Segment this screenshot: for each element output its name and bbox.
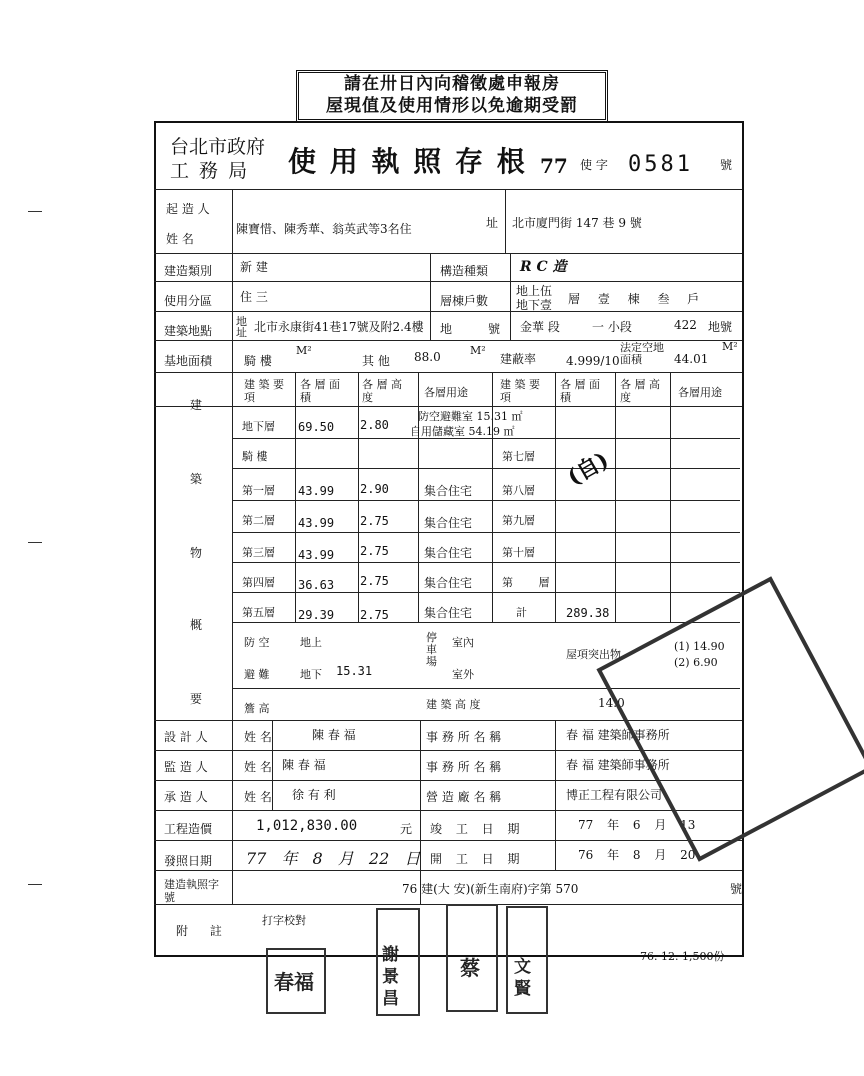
floor-area: 43.99: [298, 516, 335, 530]
designer-firm: 春 福 建築師事務所: [566, 728, 670, 742]
col-line: [430, 253, 431, 340]
floors-label: 層棟戶數: [440, 294, 489, 308]
zone-value: 住 三: [240, 290, 268, 304]
row-line: [154, 810, 742, 811]
col-line: [555, 720, 556, 870]
designer-name-label: 姓 名: [244, 730, 272, 744]
remarks-proofread: 打字校對: [262, 914, 306, 927]
structure-value: R C 造: [520, 259, 567, 275]
floor-area: 29.39: [298, 608, 335, 622]
floor-label: 第一層: [242, 484, 275, 497]
grid-line: [232, 592, 740, 593]
roof-label: 屋項突出物: [566, 648, 621, 661]
other-label: 其 他: [362, 354, 390, 368]
col-line: [272, 720, 273, 810]
defense-below: 地下: [300, 668, 322, 681]
permit-type: 使 字: [580, 158, 608, 172]
col-line: [510, 253, 511, 340]
open-unit: M²: [722, 340, 738, 353]
floor-label: 第十層: [502, 546, 535, 559]
defense-label: 防 空: [244, 636, 270, 649]
site-section: 金華 段: [520, 320, 560, 334]
floor-area: 36.63: [298, 578, 335, 592]
supervisor-name-label: 姓 名: [244, 760, 272, 774]
col-line: [358, 372, 359, 622]
contractor-name-label: 姓 名: [244, 790, 272, 804]
floor-use: 集合住宅: [424, 606, 473, 620]
arcade-label: 騎 樓: [244, 354, 272, 368]
side-label: 要: [190, 692, 203, 706]
margin-tick: [28, 542, 42, 543]
permit-year: 77: [540, 154, 568, 178]
evac-label: 避 難: [244, 668, 270, 681]
col-line: [295, 372, 296, 622]
floor-label: 地下層: [242, 420, 275, 433]
site-addr-label: 地址: [236, 315, 247, 339]
org-name-line-1: 台北市政府: [170, 136, 266, 158]
designer-role: 設 計 人: [164, 730, 208, 744]
side-label: 築: [190, 472, 203, 486]
cost-value: 1,012,830.00: [256, 818, 358, 834]
open-value: 44.01: [674, 352, 709, 366]
row-line: [154, 780, 742, 781]
designer-firm-label: 事 務 所 名 稱: [426, 730, 502, 744]
notice-line-1: 請在卅日內向稽徵處申報房: [344, 74, 560, 94]
cost-label: 工程造價: [164, 822, 213, 836]
arcade-unit: M²: [296, 344, 312, 357]
col-header-4: 各層用途: [424, 386, 468, 399]
col-header-2: 各 層 面 積: [300, 378, 340, 404]
row-line: [154, 189, 742, 190]
row-line: [154, 281, 742, 282]
handwritten-mark: (自): [563, 446, 614, 491]
floors-below: 地下壹: [516, 298, 553, 312]
col-line: [615, 372, 616, 622]
site-lot-label-1: 地: [440, 322, 453, 336]
designer-name: 陳 春 福: [312, 728, 356, 742]
col-line: [555, 372, 556, 622]
floor-area: 43.99: [298, 484, 335, 498]
start-date: 76 年 8 月 20: [578, 848, 696, 862]
roof-value-2: (2) 6.90: [674, 656, 718, 669]
coverage-value: 4.999/10: [566, 354, 620, 368]
side-label: 概: [190, 618, 203, 632]
floor-use-2: 自用儲藏室 54.19 ㎡: [410, 425, 515, 438]
total-label: 計: [516, 606, 527, 619]
row-line: [154, 840, 742, 841]
start-date-label: 開 工 日 期: [430, 852, 520, 866]
other-unit: M²: [470, 344, 486, 357]
notice-box: [296, 70, 608, 122]
building-height-label: 建 築 高 度: [426, 698, 481, 711]
site-address: 北市永康街41巷17號及附2.4樓: [254, 320, 424, 334]
defense-above: 地上: [300, 636, 322, 649]
floor-label: 第七層: [502, 450, 535, 463]
grid-line: [232, 622, 740, 623]
coverage-label: 建蔽率: [500, 352, 537, 366]
row-line: [154, 870, 742, 871]
seal-stamp: 春福: [266, 948, 326, 1014]
form-title: 使 用 執 照 存 根: [288, 145, 527, 178]
floor-label: 第八層: [502, 484, 535, 497]
col-header-5: 建 築 要 項: [500, 378, 540, 404]
builder-names: 陳寶惜、陳秀華、翁英武等3名住: [236, 222, 412, 236]
total-area: 289.38: [566, 606, 610, 620]
done-date: 77 年 6 月 13: [578, 818, 696, 832]
floor-use: 防空避難室 15.31 ㎡: [418, 410, 523, 423]
side-label: 物: [190, 546, 203, 560]
permit-suffix: 號: [730, 882, 743, 896]
supervisor-role: 監 造 人: [164, 760, 208, 774]
parking-outdoor: 室外: [452, 668, 474, 681]
margin-tick: [28, 211, 42, 212]
floor-label: 第 層: [502, 576, 550, 589]
defense-below-value: 15.31: [336, 664, 373, 678]
floor-height: 2.75: [360, 574, 389, 588]
site-label: 建築地點: [164, 324, 213, 338]
row-line: [154, 311, 742, 312]
done-date-label: 竣 工 日 期: [430, 822, 520, 836]
type-label: 建造類別: [164, 264, 213, 278]
floor-use: 集合住宅: [424, 484, 473, 498]
col-line: [505, 189, 506, 253]
floor-height: 2.90: [360, 482, 389, 496]
floor-use: 集合住宅: [424, 576, 473, 590]
footer-print-info: 76. 12. 1,500份: [640, 950, 725, 963]
remarks-label: 附 註: [176, 924, 222, 938]
col-header-8: 各層用途: [678, 386, 722, 399]
permit-number: 0581: [628, 152, 693, 177]
notice-line-2: 屋現值及使用情形以免逾期受罰: [326, 96, 578, 116]
floor-height: 2.80: [360, 418, 389, 432]
seal-stamp: 謝景昌: [376, 908, 420, 1016]
supervisor-firm-label: 事 務 所 名 稱: [426, 760, 502, 774]
issue-date-label: 發照日期: [164, 854, 213, 868]
floor-height: 2.75: [360, 544, 389, 558]
contractor-firm: 博正工程有限公司: [566, 788, 663, 802]
contractor-firm-label: 營 造 廠 名 稱: [426, 790, 502, 804]
floor-label: 第三層: [242, 546, 275, 559]
open-label: 法定空地面積: [620, 341, 664, 366]
site-lot-suffix: 地號: [708, 320, 733, 334]
seal-stamp: 蔡: [446, 904, 498, 1012]
supervisor-firm: 春 福 建築師事務所: [566, 758, 670, 772]
row-line: [154, 406, 742, 407]
col-line: [420, 720, 421, 904]
floor-label: 第九層: [502, 514, 535, 527]
site-lot: 422: [674, 318, 697, 332]
margin-tick: [28, 884, 42, 885]
builder-label: 起 造 人: [166, 202, 210, 216]
building-height-value: 14.0: [598, 696, 625, 710]
col-line: [232, 189, 233, 904]
permit-number-suffix: 號: [720, 158, 733, 172]
structure-label: 構造種類: [440, 264, 489, 278]
floor-height: 2.75: [360, 514, 389, 528]
floor-label: 第五層: [242, 606, 275, 619]
type-value: 新 建: [240, 260, 268, 274]
eave-height-label: 簷 高: [244, 702, 270, 715]
col-header-1: 建 築 要 項: [244, 378, 284, 404]
grid-line: [232, 468, 740, 469]
issue-date: 77 年 8 月 22 日: [246, 849, 421, 868]
site-subsection: 一 小段: [592, 320, 632, 334]
side-label: 建: [190, 398, 203, 412]
builder-name-label: 姓 名: [166, 232, 194, 246]
floor-use: 集合住宅: [424, 516, 473, 530]
col-line: [670, 372, 671, 622]
parking-label: 停車場: [426, 631, 437, 668]
zone-label: 使用分區: [164, 294, 213, 308]
roof-value-1: (1) 14.90: [674, 640, 725, 653]
site-lot-label-2: 號: [488, 322, 501, 336]
col-header-6: 各 層 面 積: [560, 378, 600, 404]
floor-area: 43.99: [298, 548, 335, 562]
permit-value: 76 建(大 安)(新生南府)字第 570: [402, 882, 579, 896]
area-label: 基地面積: [164, 354, 213, 368]
builder-address-label: 址: [486, 216, 499, 230]
floor-label: 第四層: [242, 576, 275, 589]
floor-label: 第二層: [242, 514, 275, 527]
grid-line: [232, 562, 740, 563]
floors-above: 地上伍: [516, 284, 553, 298]
seal-stamp: 文賢: [506, 906, 548, 1014]
supervisor-name: 陳 春 福: [282, 758, 326, 772]
floors-rest: 層 壹 棟 叁 戶: [568, 292, 700, 306]
contractor-name: 徐 有 利: [292, 788, 336, 802]
grid-line: [232, 500, 740, 501]
floor-label: 騎 樓: [242, 450, 268, 463]
row-line: [154, 372, 742, 373]
floor-use: 集合住宅: [424, 546, 473, 560]
org-name-line-2: 工 務 局: [170, 160, 250, 182]
col-header-7: 各 層 高 度: [620, 378, 660, 404]
grid-line: [232, 532, 740, 533]
floor-height: 2.75: [360, 608, 389, 622]
floor-area: 69.50: [298, 420, 335, 434]
row-line: [154, 253, 742, 254]
cost-unit: 元: [400, 822, 413, 836]
contractor-role: 承 造 人: [164, 790, 208, 804]
other-value: 88.0: [414, 350, 441, 364]
parking-indoor: 室內: [452, 636, 474, 649]
permit-label: 建造執照字 號: [164, 878, 219, 904]
col-header-3: 各 層 高 度: [362, 378, 402, 404]
builder-address: 北市廈門街 147 巷 9 號: [512, 216, 642, 230]
